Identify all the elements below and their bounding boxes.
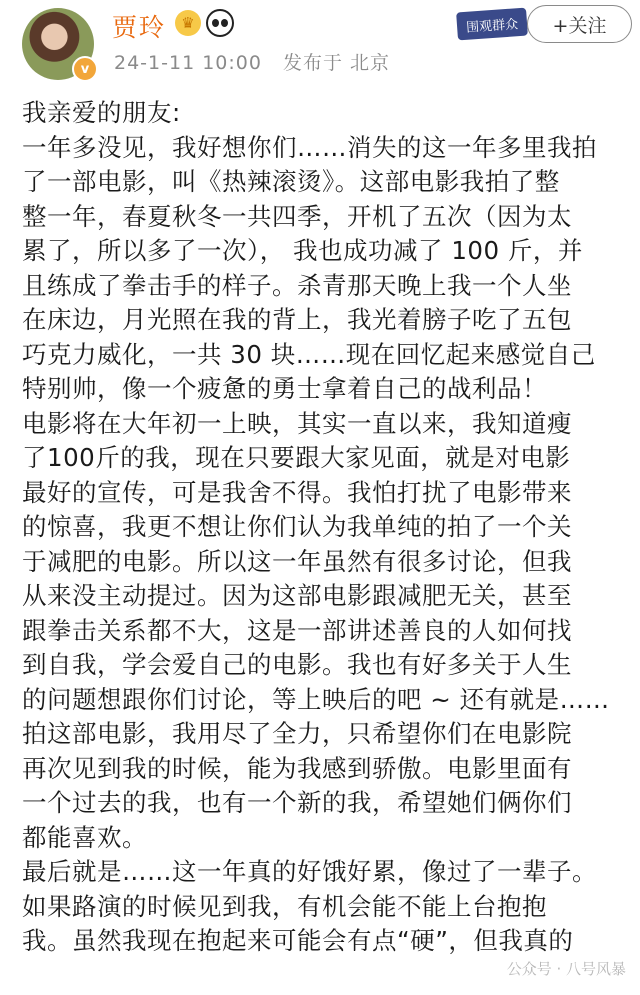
crown-icon: ♛ <box>175 10 201 36</box>
post-line: 的惊喜，我更不想让你们认为我单纯的拍了一个关 <box>22 512 572 541</box>
panda-icon <box>206 9 234 37</box>
post-line: 从来没主动提过。因为这部电影跟减肥无关，甚至 <box>22 581 572 610</box>
post-location: 发布于 北京 <box>283 52 391 74</box>
post-line: 最后就是……这一年真的好饿好累，像过了一辈子。 <box>22 857 597 886</box>
post-body <box>22 96 622 959</box>
post-line: 再次见到我的时候，能为我感到骄傲。电影里面有 <box>22 753 572 783</box>
post-meta <box>114 48 404 75</box>
post-line: 我亲爱的朋友: <box>22 98 181 127</box>
post-line: 且练成了拳击手的样子。杀青那天晚上我一个人坐 <box>22 270 572 300</box>
post-line: 跟拳击关系都不大，这是一部讲述善良的人如何找 <box>22 615 572 645</box>
post-line: 如果路演的时候见到我，有机会能不能上台抱抱 <box>22 891 547 921</box>
verified-badge-icon: v <box>72 56 98 82</box>
post-header <box>0 0 640 86</box>
post-line: 于减肥的电影。所以这一年虽然有很多讨论，但我 <box>22 546 572 576</box>
post-line: 拍这部电影，我用尽了全力，只希望你们在电影院 <box>22 719 572 748</box>
username[interactable]: 贾玲 <box>112 13 167 42</box>
watermark: 公众号 · 八号风暴 <box>503 956 630 981</box>
post-line: 整一年，春夏秋冬一共四季，开机了五次（因为太 <box>22 201 572 231</box>
post-line: 电影将在大年初一上映，其实一直以来，我知道瘦 <box>22 408 572 438</box>
post-line: 最好的宣传，可是我舍不得。我怕打扰了电影带来 <box>22 477 572 507</box>
post-line: 的问题想跟你们讨论，等上映后的吧 ~ 还有就是…… <box>22 684 610 714</box>
post-date: 24-1-11 10:00 <box>114 52 262 74</box>
post-line: 到自我，学会爱自己的电影。我也有好多关于人生 <box>22 650 572 679</box>
post-line: 了100斤的我，现在只要跟大家见面，就是对电影 <box>22 443 571 472</box>
post-line: 特别帅，像一个疲惫的勇士拿着自己的战利品！ <box>22 374 547 403</box>
post-line: 一年多没见，我好想你们……消失的这一年多里我拍 <box>22 132 597 162</box>
follow-button[interactable]: +关注 <box>527 5 632 43</box>
fan-badge: 围观群众 <box>456 8 528 41</box>
post-line: 我。虽然我现在抱起来可能会有点“硬”，但我真的 <box>22 926 574 955</box>
post-line: 在床边，月光照在我的背上，我光着膀子吃了五包 <box>22 305 572 334</box>
post-line: 巧克力威化，一共 30 块……现在回忆起来感觉自己 <box>22 339 596 369</box>
post-line: 都能喜欢。 <box>22 822 147 852</box>
post-line: 一个过去的我，也有一个新的我，希望她们俩你们 <box>22 788 572 817</box>
post-line: 累了，所以多了一次）， 我也成功减了 100 斤，并 <box>22 236 583 265</box>
post-line: 了一部电影，叫《热辣滚烫》。这部电影我拍了整 <box>22 167 560 196</box>
